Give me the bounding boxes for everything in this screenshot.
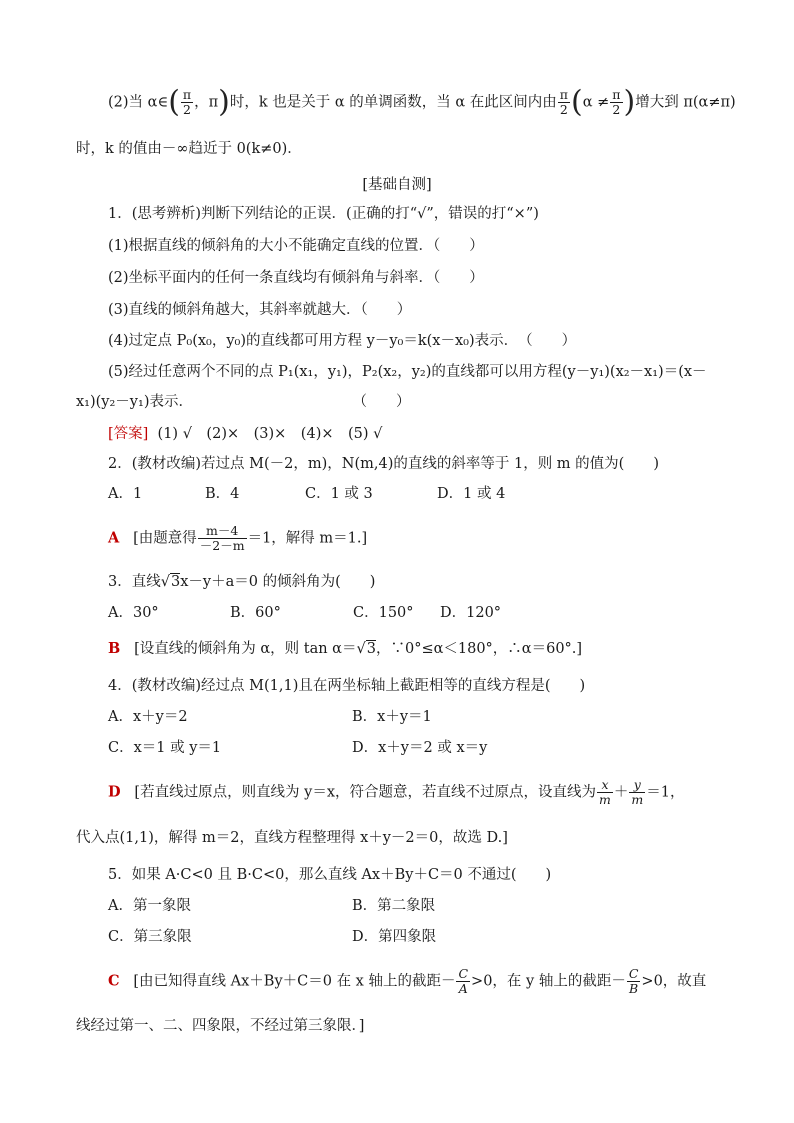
question-5-explanation: C [由已知得直线 Ax＋By＋C＝0 在 x 轴上的截距－ $\frac{C}{A}$ >0，在 y 轴上的截距－ $\frac{C}{B}$ >0，故直	[108, 966, 707, 996]
paragraph-2-line2: 时，k 的值由－∞趋近于 0(k≠0)．	[76, 141, 302, 157]
question-5-explanation-cont: 线经过第一、二、四象限，不经过第三象限．]	[76, 1018, 365, 1034]
question-3-option-a: A．30°	[108, 605, 159, 621]
question-1-stem: 1．(思考辨析)判断下列结论的正误．(正确的打“√”，错误的打“×”)	[108, 206, 539, 222]
fraction-pi-over-2: $\frac{\pi}{2}$	[612, 87, 621, 117]
fraction: $\frac{C}{B}$	[628, 966, 639, 996]
question-3-option-d: D．120°	[440, 605, 502, 621]
question-5-option-d: D．第四象限	[352, 929, 437, 945]
question-1-item-1: (1)根据直线的倾斜角的大小不能确定直线的位置．（ ）	[108, 238, 484, 254]
question-3-option-b: B．60°	[230, 605, 281, 621]
section-title: [基础自测]	[362, 177, 432, 193]
question-4-option-c: C．x＝1 或 y＝1	[108, 740, 222, 756]
question-4-explanation-cont: 代入点(1,1)，解得 m＝2，直线方程整理得 x＋y－2＝0，故选 D.]	[76, 830, 508, 846]
question-5-stem: 5．如果 A·C<0 且 B·C<0，那么直线 Ax＋By＋C＝0 不通过( )	[108, 867, 552, 883]
question-2-option-a: A．1	[108, 486, 143, 502]
question-2-stem: 2．(教材改编)若过点 M(－2，m)，N(m,4)的直线的斜率等于 1，则 m 的值为( )	[108, 456, 659, 472]
question-5-option-a: A．第一象限	[108, 898, 191, 914]
question-3-explanation: B [设直线的倾斜角为 α，则 tan α＝√3，∵0°≤α＜180°，∴α＝60°.]	[108, 640, 583, 657]
question-2-option-d: D．1 或 4	[437, 486, 506, 502]
question-1-answer	[108, 424, 382, 444]
question-1-item-5-cont: x₁)(y₂－y₁)表示． （ ）	[76, 394, 411, 410]
question-4-option-a: A．x＋y＝2	[108, 709, 188, 725]
fraction-pi-over-2: $\frac{\pi}{2}$	[182, 87, 192, 117]
answer-letter: A	[108, 529, 120, 547]
answer-letter: D	[108, 783, 121, 801]
answer-label: [答案]	[108, 426, 149, 442]
question-1-item-4: (4)过定点 P₀(x₀，y₀)的直线都可用方程 y－y₀＝k(x－x₀)表示． （ ）	[108, 333, 577, 349]
question-5-option-c: C．第三象限	[108, 929, 192, 945]
question-3-stem: 3．直线√3x－y＋a＝0 的倾斜角为( )	[108, 574, 376, 590]
question-1-item-2: (2)坐标平面内的任何一条直线均有倾斜角与斜率．（ ）	[108, 270, 484, 286]
question-3-option-c: C．150°	[353, 605, 414, 621]
answer-letter: C	[108, 972, 120, 990]
question-4-option-d: D．x＋y＝2 或 x＝y	[352, 740, 488, 756]
fraction: $\frac{y}{m}$	[631, 777, 644, 807]
question-4-option-b: B．x＋y＝1	[352, 709, 432, 725]
question-2-explanation: A [由题意得 $\frac{m-4}{-2-m}$ ＝1，解得 m＝1.]	[108, 523, 368, 553]
question-2-option-c: C．1 或 3	[305, 486, 373, 502]
fraction: $\frac{m-4}{-2-m}$	[199, 523, 245, 553]
answer-text: (1) √ (2)× (3)× (4)× (5) √	[157, 426, 383, 442]
answer-letter: B	[108, 640, 121, 657]
question-5-option-b: B．第二象限	[352, 898, 436, 914]
question-2-option-b: B．4	[205, 486, 240, 502]
fraction: $\frac{x}{m}$	[599, 777, 611, 807]
question-1-item-3: (3)直线的倾斜角越大，其斜率就越大．（ ）	[108, 302, 412, 318]
question-4-stem: 4．(教材改编)经过点 M(1,1)且在两坐标轴上截距相等的直线方程是( )	[108, 678, 586, 694]
fraction-pi-over-2: $\frac{\pi}{2}$	[559, 87, 569, 117]
question-4-explanation: D [若直线过原点，则直线为 y＝x，符合题意，若直线不过原点，设直线为 $\frac{x}{m}$ ＋ $\frac{y}{m}$ ＝1，	[108, 777, 685, 807]
question-1-item-5: (5)经过任意两个不同的点 P₁(x₁，y₁)，P₂(x₂，y₂)的直线都可以用方程(y－y₁)(x₂－x₁)＝(x－	[108, 364, 707, 380]
fraction: $\frac{C}{A}$	[458, 966, 469, 996]
paragraph-2-line1: (2)当 α∈( $\frac{\pi}{2}$ ，π)时，k 也是关于 α 的单调函数，当 α 在此区间内由 $\frac{\pi}{2}$ (α ≠ $\frac{\pi}{2}$ )增大到 π(α≠π)	[108, 84, 736, 120]
